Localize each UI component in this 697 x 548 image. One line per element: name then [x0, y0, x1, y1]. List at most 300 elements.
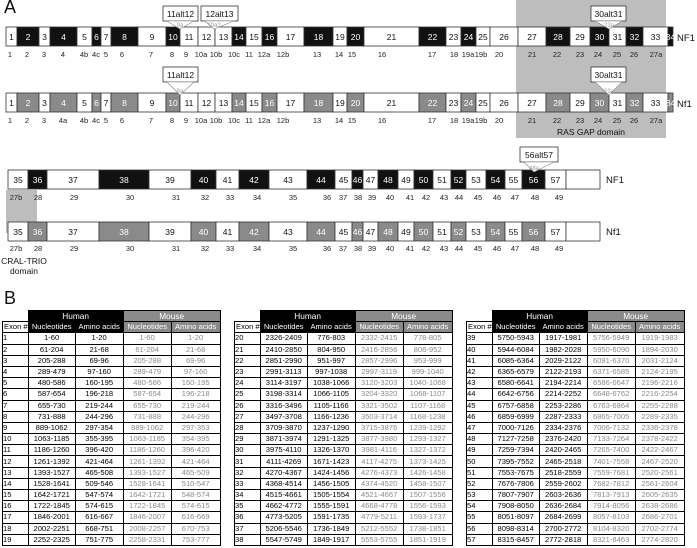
exon-number-cell: 4 — [3, 366, 29, 377]
panel-a-label: A — [4, 0, 17, 17]
human-nucleotides-cell: 4111-4269 — [260, 456, 307, 467]
row4-exon-label: 50 — [418, 227, 429, 237]
exon-number-cell: 17 — [3, 512, 29, 523]
human-amino-acids-cell: 1591-1735 — [307, 512, 355, 523]
row1-protein-exon-number: 13 — [312, 50, 322, 59]
exon-number-cell: 13 — [3, 467, 29, 478]
human-nucleotides-header: Nucleotides — [28, 322, 75, 333]
mouse-amino-acids-cell: 97-160 — [171, 366, 220, 377]
mouse-nucleotides-cell: 3981-4116 — [355, 445, 403, 456]
human-nucleotides-cell: 6642-6756 — [492, 389, 539, 400]
exon-number-cell: 26 — [235, 400, 261, 411]
exon-number-cell: 8 — [3, 411, 29, 422]
mouse-nucleotides-cell: 6865-7005 — [587, 411, 635, 422]
row1-protein-exon-number: 11 — [245, 50, 253, 59]
exon-number-cell: 21 — [235, 344, 261, 355]
exon-number-cell: 7 — [3, 400, 29, 411]
mouse-nucleotides-cell: 3120-3203 — [355, 378, 403, 389]
row3-protein-exon-number: 44 — [454, 193, 464, 202]
row2-gene-label: Nf1 — [677, 99, 692, 110]
table-row — [3, 523, 221, 534]
table-row — [3, 389, 221, 400]
row2-exon-label: 25 — [478, 98, 488, 108]
human-amino-acids-cell: 2122-2193 — [539, 366, 587, 377]
row4-protein-exon-number: 29 — [69, 244, 79, 253]
row4-protein-exon-number: 46 — [492, 244, 502, 253]
human-amino-acids-cell: 804-950 — [307, 344, 355, 355]
exon-number-cell: 54 — [467, 501, 493, 512]
table-row — [467, 378, 685, 389]
row2-exon-label: 20 — [350, 98, 361, 108]
mouse-amino-acids-cell: 1327-1372 — [403, 445, 452, 456]
table-row — [235, 501, 453, 512]
human-amino-acids-cell: 1-20 — [75, 333, 123, 344]
row2-protein-exon-number: 3 — [41, 116, 47, 125]
row4-protein-exon-number: 28 — [33, 244, 43, 253]
mouse-amino-acids-cell: 953-999 — [403, 355, 452, 366]
row3-exon-label: 56 — [528, 175, 539, 185]
exon-number-cell: 9 — [3, 422, 29, 433]
row4-exon-label: 47 — [365, 227, 376, 237]
mouse-nucleotides-cell: 889-1062 — [123, 422, 171, 433]
human-nucleotides-cell: 1186-1260 — [28, 445, 75, 456]
human-nucleotides-cell: 7908-8050 — [492, 501, 539, 512]
human-nucleotides-cell: 655-730 — [28, 400, 75, 411]
row1-callout-30alt31-sub: 23a — [603, 23, 615, 29]
table-row — [467, 501, 685, 512]
human-nucleotides-cell: 7553-7675 — [492, 467, 539, 478]
row4-exon-label: 46 — [352, 227, 363, 237]
table-row — [3, 534, 221, 545]
row1-protein-exon-number: 19a — [461, 50, 475, 59]
exon-number-cell: 14 — [3, 478, 29, 489]
row2-exon-label: 22 — [427, 98, 438, 108]
row2-exon-label: 14 — [234, 98, 244, 108]
human-amino-acids-cell: 1237-1290 — [307, 422, 355, 433]
human-nucleotides-cell: 2002-2251 — [28, 523, 75, 534]
row1-protein-exon-number: 6 — [119, 50, 125, 59]
row1-exon-label: 24 — [463, 32, 474, 42]
row4-protein-exon-number: 43 — [439, 244, 449, 253]
row1-callout-30alt31-label: 30alt31 — [594, 9, 623, 19]
human-nucleotides-cell: 2252-2325 — [28, 534, 75, 545]
human-nucleotides-cell: 7676-7806 — [492, 478, 539, 489]
mouse-amino-acids-cell: 2196-2216 — [635, 378, 684, 389]
table-row — [467, 389, 685, 400]
mouse-amino-acids-cell: 1373-1425 — [403, 456, 452, 467]
row1-exon-label: 32 — [629, 32, 640, 42]
human-nucleotides-cell: 8315-8457 — [492, 534, 539, 545]
row1-exon-label: 6 — [94, 32, 99, 42]
human-amino-acids-cell: 1849-1917 — [307, 534, 355, 545]
row1-exon-label: 2 — [25, 32, 31, 42]
table-row — [3, 490, 221, 501]
row3-exon-label: 57 — [550, 175, 561, 185]
table-row — [3, 422, 221, 433]
row4-protein-exon-number: 34 — [252, 244, 262, 253]
row3-exon-box — [566, 170, 600, 189]
human-nucleotides-cell: 7395-7552 — [492, 456, 539, 467]
human-nucleotides-cell: 8098-8314 — [492, 523, 539, 534]
exon-number-cell: 16 — [3, 501, 29, 512]
human-nucleotides-cell: 3871-3974 — [260, 434, 307, 445]
mouse-amino-acids-cell: 354-395 — [171, 434, 220, 445]
row3-protein-exon-number: 47 — [510, 193, 520, 202]
mouse-nucleotides-cell: 2332-2415 — [355, 333, 403, 344]
human-nucleotides-cell: 6580-6641 — [492, 378, 539, 389]
exon-number-cell: 25 — [235, 389, 261, 400]
row1-exon-label: 9 — [149, 32, 155, 42]
row2-protein-exon-number: 7 — [148, 116, 154, 125]
row4-protein-exon-number: 48 — [530, 244, 540, 253]
human-nucleotides-header: Nucleotides — [260, 322, 307, 333]
row2-exon-label: 4 — [61, 98, 66, 108]
row2-exon-label: 28 — [553, 98, 563, 108]
mouse-nucleotides-cell: 480-586 — [123, 378, 171, 389]
row2-protein-exon-number: 4c — [92, 116, 100, 125]
mouse-nucleotides-cell: 3503-3714 — [355, 411, 403, 422]
table-row — [467, 512, 685, 523]
table-row — [235, 512, 453, 523]
exon-number-cell: 19 — [3, 534, 29, 545]
exon-number-cell: 11 — [3, 445, 29, 456]
mouse-nucleotides-cell: 1261-1392 — [123, 456, 171, 467]
human-nucleotides-cell: 7127-7258 — [492, 434, 539, 445]
mouse-nucleotides-header: Nucleotides — [587, 322, 635, 333]
mouse-nucleotides-cell: 1642-1721 — [123, 490, 171, 501]
exon-number-cell: 12 — [3, 456, 29, 467]
human-nucleotides-header: Nucleotides — [492, 322, 539, 333]
human-amino-acids-cell: 1291-1325 — [307, 434, 355, 445]
exon-number-header: Exon # — [236, 322, 260, 332]
mouse-nucleotides-cell: 8057-8103 — [587, 512, 635, 523]
row2-protein-exon-number: 12b — [276, 116, 290, 125]
human-amino-acids-cell: 297-354 — [75, 422, 123, 433]
mouse-amino-acids-header: Amino acids — [403, 322, 452, 333]
mouse-amino-acids-cell: 219-244 — [171, 400, 220, 411]
mouse-header: Mouse — [355, 311, 452, 322]
exon-number-cell: 2 — [3, 344, 29, 355]
exon-number-cell: 28 — [235, 422, 261, 433]
exon-number-cell: 31 — [235, 456, 261, 467]
mouse-nucleotides-cell: 1393-1527 — [123, 467, 171, 478]
row2-protein-exon-number: 8 — [169, 116, 175, 125]
row4-exon-label: 40 — [198, 227, 209, 237]
mouse-nucleotides-cell: 6648-6762 — [587, 389, 635, 400]
human-amino-acids-cell: 1917-1981 — [539, 333, 587, 344]
human-amino-acids-cell: 396-420 — [75, 445, 123, 456]
mouse-nucleotides-cell: 6586-6647 — [587, 378, 635, 389]
exon-number-cell: 33 — [235, 478, 261, 489]
table-row — [467, 478, 685, 489]
row2-exon-label: 34 — [665, 98, 676, 108]
mouse-amino-acids-cell: 2561-2604 — [635, 478, 684, 489]
row4-exon-label: 53 — [471, 227, 481, 237]
human-amino-acids-cell: 1456-1505 — [307, 478, 355, 489]
row2-exon-label: 6 — [94, 98, 99, 108]
row1-callout-11alt12-label: 11alt12 — [166, 9, 195, 19]
row2-exon-label: 27 — [527, 98, 537, 108]
mouse-amino-acids-cell: 2702-2774 — [635, 523, 684, 534]
mouse-nucleotides-cell: 7813-7913 — [587, 490, 635, 501]
human-amino-acids-cell: 244-296 — [75, 411, 123, 422]
human-amino-acids-cell: 1038-1066 — [307, 378, 355, 389]
human-amino-acids-cell: 465-508 — [75, 467, 123, 478]
exon-number-cell: 47 — [467, 422, 493, 433]
mouse-amino-acids-cell: 1168-1238 — [403, 411, 452, 422]
row1-exon-label: 19 — [335, 32, 345, 42]
mouse-nucleotides-cell: 205-288 — [123, 355, 171, 366]
row2-exon-label: 17 — [285, 98, 296, 108]
row4-protein-exon-number: 35 — [288, 244, 298, 253]
human-nucleotides-cell: 4773-5205 — [260, 512, 307, 523]
row3-exon-label: 35 — [13, 175, 23, 185]
row2-exon-label: 31 — [612, 98, 623, 108]
mouse-nucleotides-cell: 4117-4275 — [355, 456, 403, 467]
row3-exon-label: 55 — [508, 175, 519, 185]
row2-protein-exon-number: 10c — [227, 116, 241, 125]
row3-exon-label: 53 — [471, 175, 481, 185]
mouse-nucleotides-cell: 7559-7681 — [587, 467, 635, 478]
table-row — [3, 434, 221, 445]
mouse-nucleotides-cell: 1722-1845 — [123, 501, 171, 512]
row2-exon-label: 3 — [42, 98, 47, 108]
row3-callout-56alt57-sub: 48a — [528, 166, 540, 172]
exon-number-cell: 51 — [467, 467, 493, 478]
row1-exon-label: 17 — [285, 32, 296, 42]
human-amino-acids-cell: 574-615 — [75, 501, 123, 512]
human-amino-acids-cell: 97-160 — [75, 366, 123, 377]
row1-exon-label: 34 — [665, 32, 676, 42]
row3-protein-exon-number: 31 — [171, 193, 181, 202]
exon-number-cell: 55 — [467, 512, 493, 523]
mouse-amino-acids-cell: 2605-2635 — [635, 490, 684, 501]
table-row — [467, 523, 685, 534]
row1-exon-label: 27 — [527, 32, 537, 42]
exon-number-cell: 35 — [235, 501, 261, 512]
human-nucleotides-cell: 7000-7126 — [492, 422, 539, 433]
human-amino-acids-cell: 421-464 — [75, 456, 123, 467]
human-nucleotides-cell: 6757-6858 — [492, 400, 539, 411]
mouse-amino-acids-cell: 196-218 — [171, 389, 220, 400]
row4-protein-exon-number: 32 — [200, 244, 210, 253]
mouse-nucleotides-cell: 587-654 — [123, 389, 171, 400]
human-nucleotides-cell: 7807-7907 — [492, 490, 539, 501]
row1-protein-exon-number: 25 — [612, 50, 622, 59]
mouse-nucleotides-cell: 1-60 — [123, 333, 171, 344]
human-amino-acids-cell: 951-997 — [307, 355, 355, 366]
human-amino-acids-cell: 2684-2699 — [539, 512, 587, 523]
mouse-amino-acids-cell: 1593-1737 — [403, 512, 452, 523]
human-amino-acids-cell: 2287-2333 — [539, 411, 587, 422]
mouse-nucleotides-cell: 289-479 — [123, 366, 171, 377]
row3-protein-exon-number: 32 — [200, 193, 210, 202]
row2-exon-label: 10 — [168, 98, 178, 108]
human-amino-acids-cell: 1424-1456 — [307, 467, 355, 478]
mouse-nucleotides-cell: 2008-2257 — [123, 523, 171, 534]
row2-exon-label: 18 — [313, 98, 324, 108]
row2-protein-exon-number: 4b — [79, 116, 89, 125]
mouse-nucleotides-cell: 2857-2996 — [355, 355, 403, 366]
mouse-nucleotides-cell: 61-204 — [123, 344, 171, 355]
row1-protein-exon-number: 12a — [257, 50, 271, 59]
exon-number-cell: 57 — [467, 534, 493, 545]
mouse-amino-acids-cell: 1507-1556 — [403, 490, 452, 501]
row2-callout-11alt12-label: 11alt12 — [166, 70, 195, 80]
row4-exon-label: 39 — [165, 227, 175, 237]
row2-protein-exon-number: 20 — [494, 116, 504, 125]
row4-protein-exon-number: 40 — [385, 244, 395, 253]
header-blank — [467, 311, 493, 322]
row4-exon-label: 44 — [316, 227, 326, 237]
row3-protein-exon-number: 39 — [367, 193, 377, 202]
table-row — [467, 467, 685, 478]
exon-number-cell: 49 — [467, 445, 493, 456]
human-amino-acids-cell: 219-244 — [75, 400, 123, 411]
row3-protein-exon-number: 33 — [225, 193, 235, 202]
row1-exon-label: 28 — [553, 32, 563, 42]
mouse-amino-acids-cell: 2520-2561 — [635, 467, 684, 478]
human-nucleotides-cell: 2851-2990 — [260, 355, 307, 366]
exon-number-cell: 15 — [3, 490, 29, 501]
row1-protein-exon-number: 8 — [169, 50, 175, 59]
mouse-amino-acids-cell: 1040-1068 — [403, 378, 452, 389]
row2-protein-exon-number: 14 — [334, 116, 344, 125]
exon-number-cell: 18 — [3, 523, 29, 534]
row4-protein-exon-number: 31 — [171, 244, 181, 253]
row1-protein-exon-number: 1 — [7, 50, 13, 59]
table-row — [235, 389, 453, 400]
row1-protein-exon-number: 4b — [79, 50, 89, 59]
row1-exon-label: 5 — [82, 32, 87, 42]
mouse-amino-acids-cell: 1458-1507 — [403, 478, 452, 489]
row3-protein-exon-number: 38 — [353, 193, 363, 202]
mouse-amino-acids-cell: 69-96 — [171, 355, 220, 366]
row2-protein-exon-number: 15 — [347, 116, 357, 125]
table-row — [3, 366, 221, 377]
human-nucleotides-cell: 5750-5943 — [492, 333, 539, 344]
header-blank — [235, 311, 261, 322]
mouse-amino-acids-cell: 244-296 — [171, 411, 220, 422]
human-nucleotides-cell: 1846-2001 — [28, 512, 75, 523]
human-nucleotides-cell: 3497-3708 — [260, 411, 307, 422]
row4-protein-exon-number: 49 — [554, 244, 564, 253]
human-amino-acids-cell: 2700-2772 — [539, 523, 587, 534]
human-amino-acids-cell: 21-68 — [75, 344, 123, 355]
mouse-nucleotides-cell: 6091-6370 — [587, 355, 635, 366]
row2-protein-exon-number: 4a — [58, 116, 68, 125]
exon-number-cell: 5 — [3, 378, 29, 389]
row1-exon-label: 7 — [103, 32, 109, 42]
row2-protein-exon-number: 17 — [427, 116, 437, 125]
row1-exon-label: 18 — [313, 32, 324, 42]
mouse-amino-acids-cell: 2124-2195 — [635, 366, 684, 377]
mouse-amino-acids-cell: 2336-2378 — [635, 422, 684, 433]
human-header: Human — [260, 311, 355, 322]
row4-exon-box — [566, 222, 600, 241]
row2-protein-exon-number: 5 — [103, 116, 109, 125]
row1-exon-label: 12 — [201, 32, 212, 42]
mouse-nucleotides-header: Nucleotides — [355, 322, 403, 333]
row4-protein-exon-number: 33 — [225, 244, 235, 253]
table-row — [3, 456, 221, 467]
row3-exon-label: 40 — [198, 175, 209, 185]
row3-protein-exon-number: 30 — [125, 193, 135, 202]
human-nucleotides-cell: 5547-5749 — [260, 534, 307, 545]
human-nucleotides-cell: 4515-4661 — [260, 490, 307, 501]
human-nucleotides-cell: 7259-7394 — [492, 445, 539, 456]
row4-exon-label: 48 — [383, 227, 393, 237]
human-nucleotides-cell: 2410-2850 — [260, 344, 307, 355]
mouse-amino-acids-cell: 160-195 — [171, 378, 220, 389]
row4-exon-label: 52 — [453, 227, 464, 237]
mouse-nucleotides-cell: 6371-6585 — [587, 366, 635, 377]
row4-exon-label: 42 — [249, 227, 259, 237]
row1-protein-exon-number: 15 — [347, 50, 357, 59]
table-row — [235, 411, 453, 422]
table-row — [467, 534, 685, 545]
human-nucleotides-cell: 3316-3496 — [260, 400, 307, 411]
row1-exon-label: 4 — [61, 32, 66, 42]
row2-exon-label: 19 — [335, 98, 345, 108]
exon-number-cell: 36 — [235, 512, 261, 523]
row2-exon-label: 1 — [9, 98, 14, 108]
row4-protein-exon-number: 47 — [510, 244, 520, 253]
row1-protein-exon-number: 3 — [41, 50, 47, 59]
mouse-nucleotides-cell: 3321-3502 — [355, 400, 403, 411]
row4-protein-exon-number: 36 — [322, 244, 332, 253]
row4-exon-label: 35 — [13, 227, 23, 237]
table-row — [235, 534, 453, 545]
human-nucleotides-cell: 1528-1641 — [28, 478, 75, 489]
row4-protein-exon-number: 39 — [367, 244, 377, 253]
row2-exon-label: 23 — [448, 98, 459, 108]
row3-exon-label: 38 — [119, 175, 129, 185]
mouse-amino-acids-cell: 297-353 — [171, 422, 220, 433]
mouse-nucleotides-cell: 7265-7400 — [587, 445, 635, 456]
row1-exon-label: 21 — [386, 32, 397, 42]
mouse-amino-acids-cell: 778-805 — [403, 333, 452, 344]
mouse-amino-acids-cell: 1293-1327 — [403, 434, 452, 445]
row3-protein-exon-number: 37 — [338, 193, 348, 202]
mouse-nucleotides-cell: 4521-4667 — [355, 490, 403, 501]
human-amino-acids-cell: 616-667 — [75, 512, 123, 523]
mouse-nucleotides-cell: 5950-6090 — [587, 344, 635, 355]
human-nucleotides-cell: 3198-3314 — [260, 389, 307, 400]
row2-protein-exon-number: 13 — [312, 116, 322, 125]
mouse-amino-acids-cell: 2216-2254 — [635, 389, 684, 400]
human-nucleotides-cell: 6365-6579 — [492, 366, 539, 377]
exon-number-cell: 29 — [235, 434, 261, 445]
row1-protein-exon-number: 21 — [527, 50, 537, 59]
mouse-nucleotides-cell: 7133-7264 — [587, 434, 635, 445]
human-nucleotides-cell: 1722-1845 — [28, 501, 75, 512]
mouse-nucleotides-cell: 5212-5552 — [355, 523, 403, 534]
row1-protein-exon-number: 9 — [183, 50, 189, 59]
exon-number-cell: 39 — [467, 333, 493, 344]
exon-number-header: Exon # — [4, 322, 28, 332]
row1-protein-exon-number: 4c — [92, 50, 100, 59]
mouse-amino-acids-cell: 2289-2335 — [635, 411, 684, 422]
table-row — [467, 400, 685, 411]
row3-exon-label: 50 — [418, 175, 429, 185]
mouse-amino-acids-cell: 1107-1168 — [403, 400, 452, 411]
human-amino-acids-cell: 2420-2465 — [539, 445, 587, 456]
human-nucleotides-cell: 1-60 — [28, 333, 75, 344]
exon-table-3 — [466, 310, 685, 546]
row2-exon-label: 26 — [499, 98, 509, 108]
table-row — [235, 355, 453, 366]
